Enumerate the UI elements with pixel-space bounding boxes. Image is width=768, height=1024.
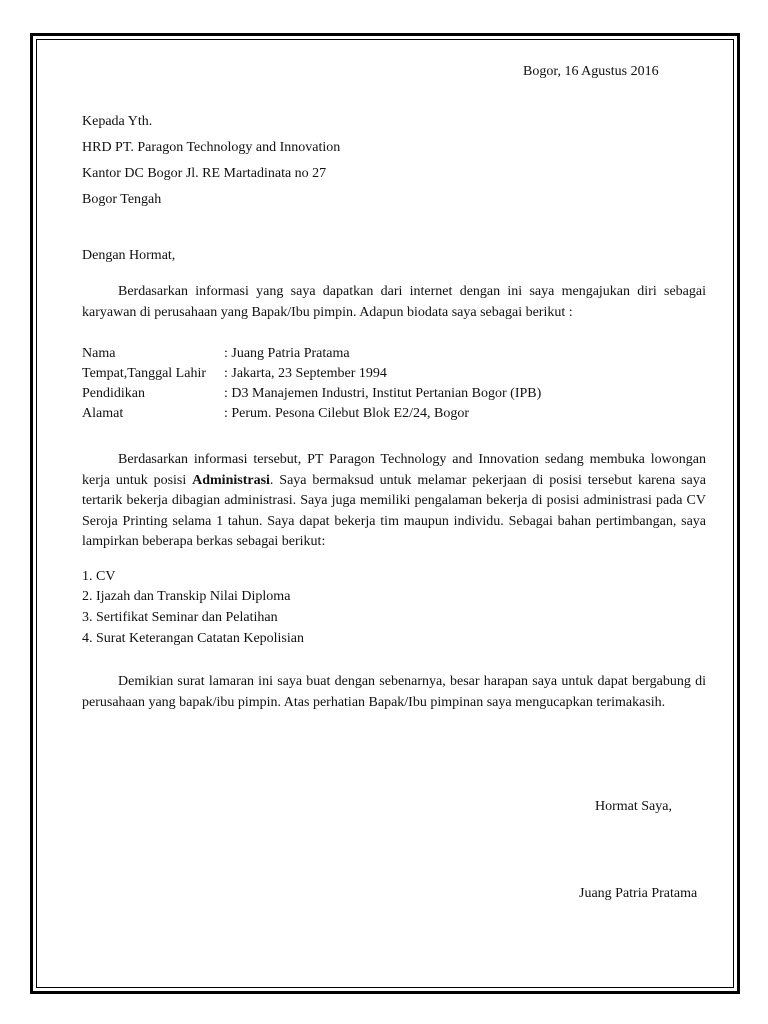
list-item: 1. CV xyxy=(82,569,116,584)
applied-position: Administrasi xyxy=(192,472,270,488)
salutation: Dengan Hormat, xyxy=(82,248,176,263)
biodata-row xyxy=(82,384,706,404)
biodata-row xyxy=(82,404,706,424)
list-item: 2. Ijazah dan Transkip Nilai Diploma xyxy=(82,589,291,604)
biodata-label: Alamat xyxy=(82,406,124,421)
list-item: 4. Surat Keterangan Catatan Kepolisian xyxy=(82,631,304,646)
body-text-after: . Saya bermaksud untuk melamar pekerjaan di posisi tersebut karena saya tertarik bekerja dibagian administrasi. Saya juga memiliki pengalaman bekerja di posisi administrasi pada CV Seroja Printing selama 1 tahun. Saya dapat bekerja tim maupun individu. Sebagai bahan pertimbangan, saya lampirkan beberapa berkas sebagai berikut: xyxy=(82,472,706,550)
list-item: 3. Sertifikat Seminar dan Pelatihan xyxy=(82,610,278,625)
biodata-value: : Juang Patria Pratama xyxy=(224,346,350,361)
signer-name: Juang Patria Pratama xyxy=(579,886,698,901)
recipient-line-1: Kepada Yth. xyxy=(82,114,153,129)
recipient-line-4: Bogor Tengah xyxy=(82,192,162,207)
body-paragraph xyxy=(82,450,706,553)
place-date: Bogor, 16 Agustus 2016 xyxy=(523,64,659,79)
recipient-line-3: Kantor DC Bogor Jl. RE Martadinata no 27 xyxy=(82,166,327,181)
biodata-label: Pendidikan xyxy=(82,386,145,401)
biodata-value: : Jakarta, 23 September 1994 xyxy=(224,366,387,381)
closing-paragraph: Demikian surat lamaran ini saya buat dengan sebenarnya, besar harapan saya untuk dapat bergabung di perusahaan yang bapak/ibu pimpin. Atas perhatian Bapak/Ibu pimpinan saya mengucapkan terimakasih. xyxy=(82,674,706,710)
biodata-row xyxy=(82,364,706,384)
biodata-value: : D3 Manajemen Industri, Institut Pertanian Bogor (IPB) xyxy=(224,386,542,401)
body-text-before: Berdasarkan informasi tersebut, PT Paragon Technology and Innovation sedang membuka lowongan kerja untuk posisi xyxy=(82,452,706,488)
intro-paragraph: Berdasarkan informasi yang saya dapatkan dari internet dengan ini saya mengajukan diri sebagai karyawan di perusahaan yang Bapak/Ibu pimpin. Adapun biodata saya sebagai berikut : xyxy=(82,284,706,320)
biodata-row xyxy=(82,344,706,364)
regards: Hormat Saya, xyxy=(595,799,672,814)
recipient-line-2: HRD PT. Paragon Technology and Innovation xyxy=(82,140,341,155)
biodata-label: Nama xyxy=(82,346,116,361)
biodata-label: Tempat,Tanggal Lahir xyxy=(82,366,206,381)
biodata-value: : Perum. Pesona Cilebut Blok E2/24, Bogor xyxy=(224,406,469,421)
